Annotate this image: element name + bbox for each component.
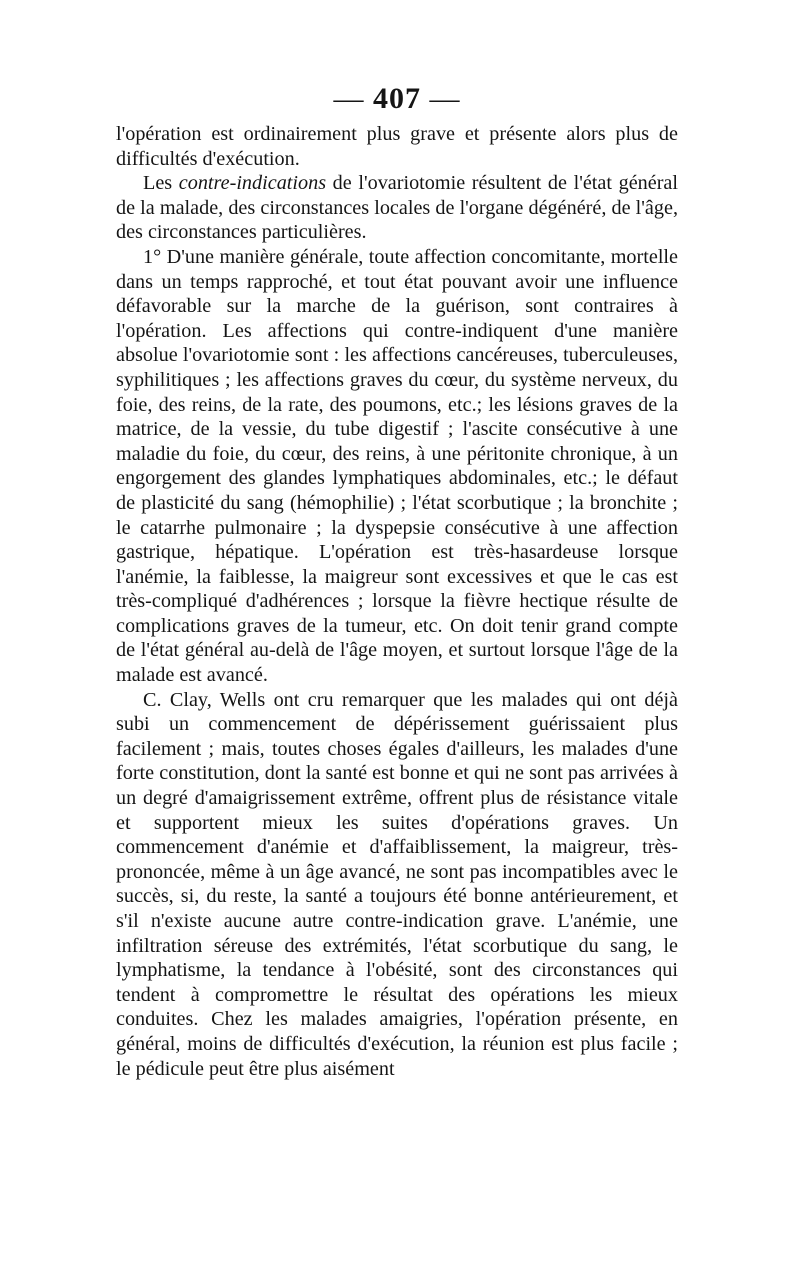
paragraph-text: 1° D'une manière générale, toute affection concomitante, mortelle dans un temps rapproché, et tout état pouvant avoir une influence défavorable sur la marche de la guérison, sont contraires à l'opération. Les affections qui contre-indiquent d'une manière absolue l'ovariotomie sont : les affections cancéreuses, tuberculeuses, syphilitiques ; les affections graves du cœur, du système nerveux, du foie, des reins, de la rate, des poumons, etc.; les lésions graves de la matrice, de la vessie, du tube digestif ; l'ascite consécutive à une maladie du foie, du cœur, des reins, à une péritonite chronique, à un engorgement des glandes lymphatiques abdominales, etc.; le défaut de plasticité du sang (hémophilie) ; l'état scorbutique ; la bronchite ; le catarrhe pulmonaire ; la dyspepsie consécutive à une affection gastrique, hépatique. L'opération est très-hasardeuse lorsque l'anémie, la faiblesse, la maigreur sont excessives et que le cas est très-compliqué d'adhérences ; lorsque la fièvre hectique résulte de complications graves de la tumeur, etc. On doit tenir grand compte de l'état général au-delà de l'âge moyen, et surtout lorsque l'âge de la malade est avancé.: [116, 245, 678, 687]
page-number-dash-right: —: [429, 82, 461, 115]
paragraph: [116, 245, 678, 688]
paragraph-text: C. Clay, Wells ont cru remarquer que les malades qui ont déjà subi un commencement de dépérissement guérissaient plus facilement ; mais, toutes choses égales d'ailleurs, les malades d'une forte constitution, dont la santé est bonne et qui ne sont pas arrivées à un degré d'amaigrissement extrême, offrent plus de résistance vitale et supportent mieux les suites d'opérations graves. Un commencement d'anémie et d'affaiblissement, la maigreur, très-prononcée, même à un âge avancé, ne sont pas incompatibles avec le succès, si, du reste, la santé a toujours été bonne antérieurement, et s'il n'existe aucune autre contre-indication grave. L'anémie, une infiltration séreuse des extrémités, l'état scorbutique du sang, le lymphatisme, la tendance à l'obésité, sont des circonstances qui tendent à compromettre le résultat des opérations les mieux conduites. Chez les malades amaigries, l'opération présente, en général, moins de difficultés d'exécution, la réunion est plus facile ; le pédicule peut être plus aisément: [116, 688, 678, 1080]
paragraph-text: l'opération est ordinairement plus grave et présente alors plus de difficultés d'exécution.: [116, 123, 678, 170]
book-page: [116, 82, 678, 1081]
body-text: [116, 122, 678, 1081]
italic-text: contre-indications: [178, 172, 327, 195]
page-number-dash-left: —: [333, 82, 365, 115]
paragraph-text: de l'ovariotomie résultent de l'état général de la malade, des circonstances locales de l'organe dégénéré, de l'âge, des circonstances particulières.: [116, 172, 678, 244]
paragraph: [116, 122, 678, 171]
page-number: [116, 82, 678, 116]
paragraph-text: Les: [143, 172, 179, 195]
page-number-value: 407: [373, 82, 421, 115]
paragraph: [116, 171, 678, 245]
paragraph: [116, 688, 678, 1082]
